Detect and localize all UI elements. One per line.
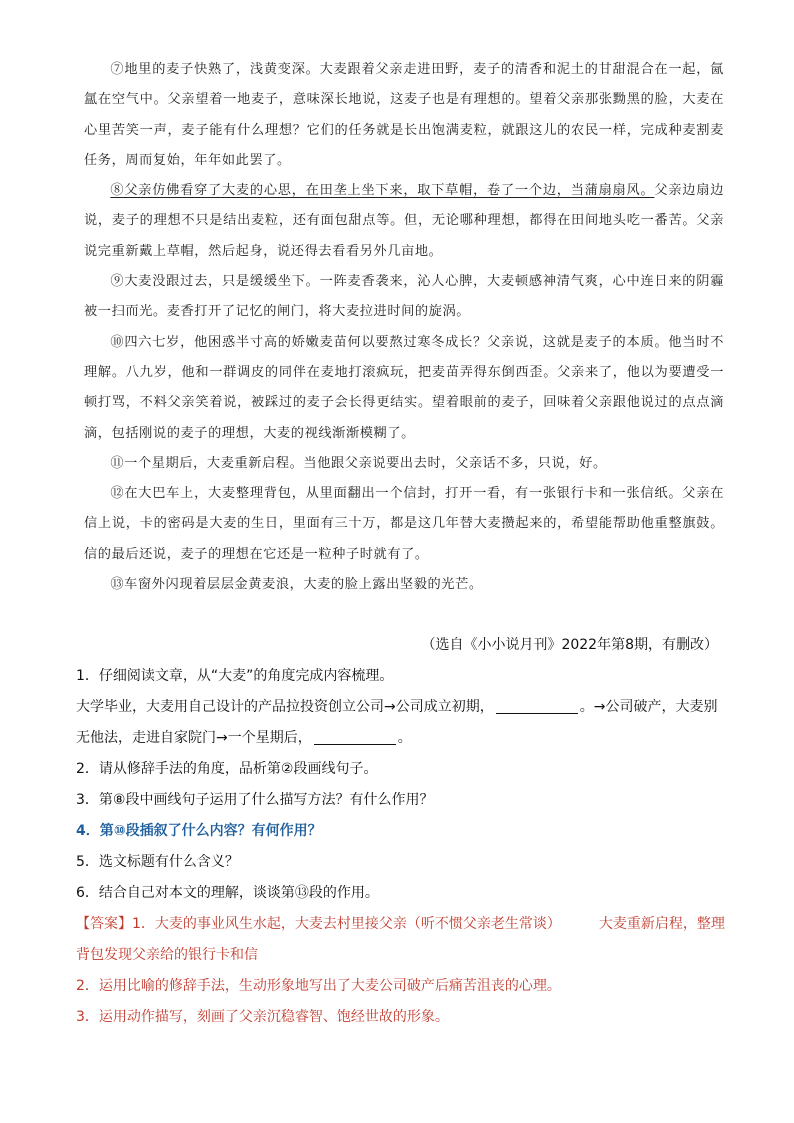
source-citation: （选自《小小说月刊》2022年第8期，有删改） (421, 637, 718, 653)
question-1-fill-line-1: 大学毕业，大麦用自己设计的产品拉投资创立公司→公司成立初期， 。→公司破产，大麦别 (76, 699, 718, 715)
answer-3: 3．运用动作描写，刻画了父亲沉稳睿智、饱经世故的形象。 (76, 1009, 449, 1025)
paragraph-11: ⑪一个星期后，大麦重新启程。当他跟父亲说要出去时，父亲话不多，只说，好。 (110, 455, 607, 471)
answer-2: 2．运用比喻的修辞手法，生动形象地写出了大麦公司破产后痛苦沮丧的心理。 (76, 978, 561, 994)
answer-blank-1[interactable] (496, 697, 578, 714)
paragraph-9: ⑨大麦没跟过去，只是缓缓坐下。一阵麦香袭来，沁人心脾，大麦顿感神清气爽，心中连日来的阴霾被一扫而光。麦香打开了记忆的闸门，将大麦拉进时间的旋涡。 (84, 274, 724, 320)
answer-tag: 【答案】 (76, 916, 132, 932)
question-6: 6．结合自己对本文的理解，谈谈第⑬段的作用。 (76, 885, 379, 901)
question-3: 3．第⑧段中画线句子运用了什么描写方法？有什么作用？ (76, 792, 434, 808)
paragraph-8-rest: 父亲边扇边说，麦子的理想不只是结出麦粒，还有面包甜点等。但，无论哪种理想，都得在田间地头吃一番苦。父亲说完重新戴上草帽，然后起身，说还得去看看另外几亩地。 (84, 183, 724, 259)
story-text (84, 55, 724, 600)
paragraph-10: ⑩四六七岁，他困惑半寸高的娇嫩麦苗何以要熬过寒冬成长？父亲说，这就是麦子的本质。他当时不理解。八九岁，他和一群调皮的同伴在麦地打滚疯玩，把麦苗弄得东倒西歪。父亲来了，他以为要遭受一顿打骂，不料父亲笑着说，被踩过的麦子会长得更结实。望着眼前的麦子，回味着父亲跟他说过的点点滴滴，包括刚说的麦子的理想，大麦的视线渐渐模糊了。 (84, 334, 724, 441)
paragraph-8 (84, 176, 724, 267)
answer-1-continued: 背包发现父亲给的银行卡和信 (76, 947, 258, 963)
paragraph-12: ⑫在大巴车上，大麦整理背包，从里面翻出一个信封，打开一看，有一张银行卡和一张信纸。父亲在信上说，卡的密码是大麦的生日，里面有三十万，都是这几年替大麦攒起来的，希望能帮助他重整旗鼓。信的最后还说，麦子的理想在它还是一粒种子时就有了。 (84, 486, 724, 562)
question-5: 5．选文标题有什么含义？ (76, 854, 239, 870)
question-1-fill-line-2: 无他法，走进自家院门→一个星期后， 。 (76, 730, 412, 746)
question-4: 4．第⑩段插叙了什么内容？有何作用？ (76, 823, 322, 839)
paragraph-13: ⑬车窗外闪现着层层金黄麦浪，大麦的脸上露出坚毅的光芒。 (110, 577, 483, 593)
questions-section (76, 661, 726, 1033)
paragraph-7: ⑦地里的麦子快熟了，浅黄变深。大麦跟着父亲走进田野，麦子的清香和泥土的甘甜混合在一起，氤氲在空气中。父亲望着一地麦子，意味深长地说，这麦子也是有理想的。望着父亲那张黝黑的脸，大麦在心里苦笑一声，麦子能有什么理想？它们的任务就是长出饱满麦粒，就跟这儿的农民一样，完成种麦割麦任务，周而复始，年年如此罢了。 (84, 62, 724, 168)
question-1: 1．仔细阅读文章，从“大麦”的角度完成内容梳理。 (76, 668, 394, 684)
underlined-sentence: ⑧父亲仿佛看穿了大麦的心思，在田垄上坐下来，取下草帽，卷了一个边，当蒲扇扇风。 (110, 183, 655, 199)
question-2: 2．请从修辞手法的角度，品析第②段画线句子。 (76, 761, 378, 777)
answer-blank-2[interactable] (314, 728, 396, 745)
answer-1: 【答案】1．大麦的事业风生水起，大麦去村里接父亲（听不惯父亲老生常谈） 大麦重新启程，整理 (76, 916, 725, 932)
